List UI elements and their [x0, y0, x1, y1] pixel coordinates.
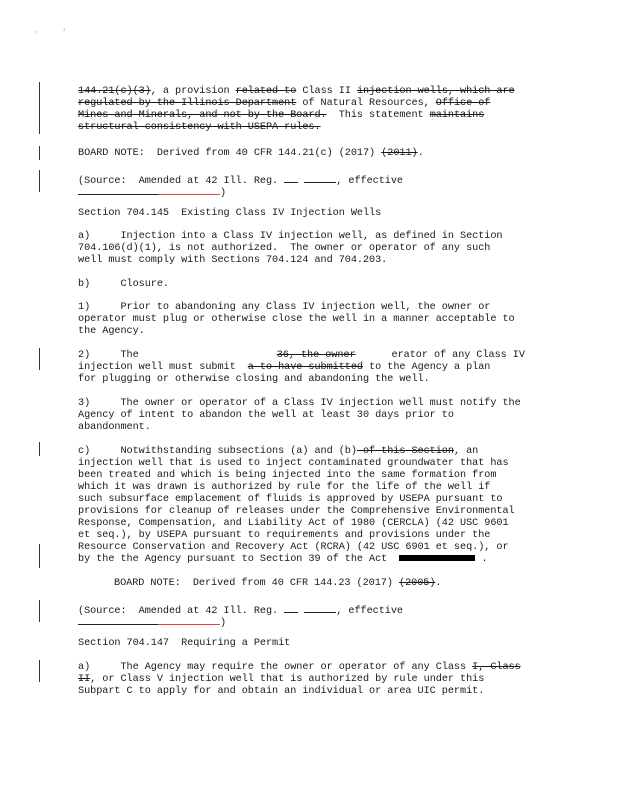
- blank-field: [158, 614, 220, 625]
- board-note: BOARD NOTE: Derived from 40 CFR 144.23 (2017) (2005).: [114, 578, 442, 589]
- blank-field: [304, 172, 336, 183]
- blank-field: [304, 602, 336, 613]
- text-line: 3) The owner or operator of a Class IV injection well must notify the: [78, 398, 521, 409]
- blank-field: [284, 172, 298, 183]
- section-heading: Section 704.147 Requiring a Permit: [78, 638, 291, 649]
- text-line: the Agency.: [78, 326, 145, 337]
- text-line: a) The Agency may require the owner or operator of any Class I, Class: [78, 662, 521, 673]
- text-line: by the the Agency pursuant to Section 39 of the Act .: [78, 554, 488, 565]
- text-line: injection well that is used to inject contaminated groundwater that has: [78, 458, 509, 469]
- text-line: et seq.), by USEPA pursuant to requirements and provisions under the: [78, 530, 491, 541]
- source-note: (Source: Amended at 42 Ill. Reg. , effective: [78, 602, 403, 618]
- text-line: operator must plug or otherwise close the well in a manner acceptable to: [78, 314, 515, 325]
- source-note: (Source: Amended at 42 Ill. Reg. , effective: [78, 172, 403, 188]
- text-line: Resource Conservation and Recovery Act (RCRA) (42 USC 6901 et seq.), or: [78, 542, 509, 553]
- section-heading: Section 704.145 Existing Class IV Injection Wells: [78, 208, 382, 219]
- text-line: structural consistency with USEPA rules.: [78, 122, 321, 133]
- text-line: a) Injection into a Class IV injection well, as defined in Section: [78, 231, 503, 242]
- text-line: 144.21(c)(3), a provision related to Class II injection wells, which are: [78, 86, 515, 97]
- text-line: Subpart C to apply for and obtain an individual or area UIC permit.: [78, 686, 485, 697]
- change-bar: [39, 544, 40, 568]
- change-bar: [39, 170, 40, 192]
- change-bar: [39, 600, 40, 622]
- text-line: Agency of intent to abandon the well at least 30 days prior to: [78, 410, 454, 421]
- change-bar: [39, 348, 40, 370]
- change-bar: [39, 442, 40, 456]
- change-bar: [39, 660, 40, 682]
- text-line: well must comply with Sections 704.124 and 704.203.: [78, 255, 388, 266]
- blank-field: [284, 602, 298, 613]
- text-line: 1) Prior to abandoning any Class IV injection well, the owner or: [78, 302, 491, 313]
- source-note: ): [78, 614, 226, 630]
- blank-field: [158, 184, 220, 195]
- text-line: been treated and which is being injected into the same formation from: [78, 470, 497, 481]
- text-line: injection well must submit a to have submitted to the Agency a plan: [78, 362, 491, 373]
- text-line: regulated by the Illinois Department of Natural Resources, Office of: [78, 98, 491, 109]
- text-line: for plugging or otherwise closing and abandoning the well.: [78, 374, 430, 385]
- text-line: c) Notwithstanding subsections (a) and (b) of this Section, an: [78, 446, 479, 457]
- text-line: b) Closure.: [78, 279, 169, 290]
- redaction-mark: [399, 555, 475, 561]
- text-line: provisions for cleanup of releases under the Comprehensive Environmental: [78, 506, 515, 517]
- board-note: BOARD NOTE: Derived from 40 CFR 144.21(c) (2017) (2011).: [78, 148, 424, 159]
- text-line: abandonment.: [78, 422, 151, 433]
- source-note: ): [78, 184, 226, 200]
- change-bar: [39, 82, 40, 134]
- text-line: 704.106(d)(1), is not authorized. The owner or operator of any such: [78, 243, 491, 254]
- text-line: Mines and Minerals, and not by the Board. This statement maintains: [78, 110, 485, 121]
- text-line: 2) The 36, the owner erator of any Class IV: [78, 350, 525, 361]
- blank-field: [78, 614, 158, 625]
- scan-mark: ': [62, 29, 67, 37]
- blank-field: [78, 184, 158, 195]
- text-line: which it was drawn is authorized by rule for the life of the well if: [78, 482, 491, 493]
- change-bar: [39, 146, 40, 160]
- text-line: Response, Compensation, and Liability Act of 1980 (CERCLA) (42 USC 9601: [78, 518, 509, 529]
- scan-mark: ·: [34, 29, 39, 37]
- text-line: such subsurface emplacement of fluids is approved by USEPA pursuant to: [78, 494, 503, 505]
- text-line: II, or Class V injection well that is authorized by rule under this: [78, 674, 485, 685]
